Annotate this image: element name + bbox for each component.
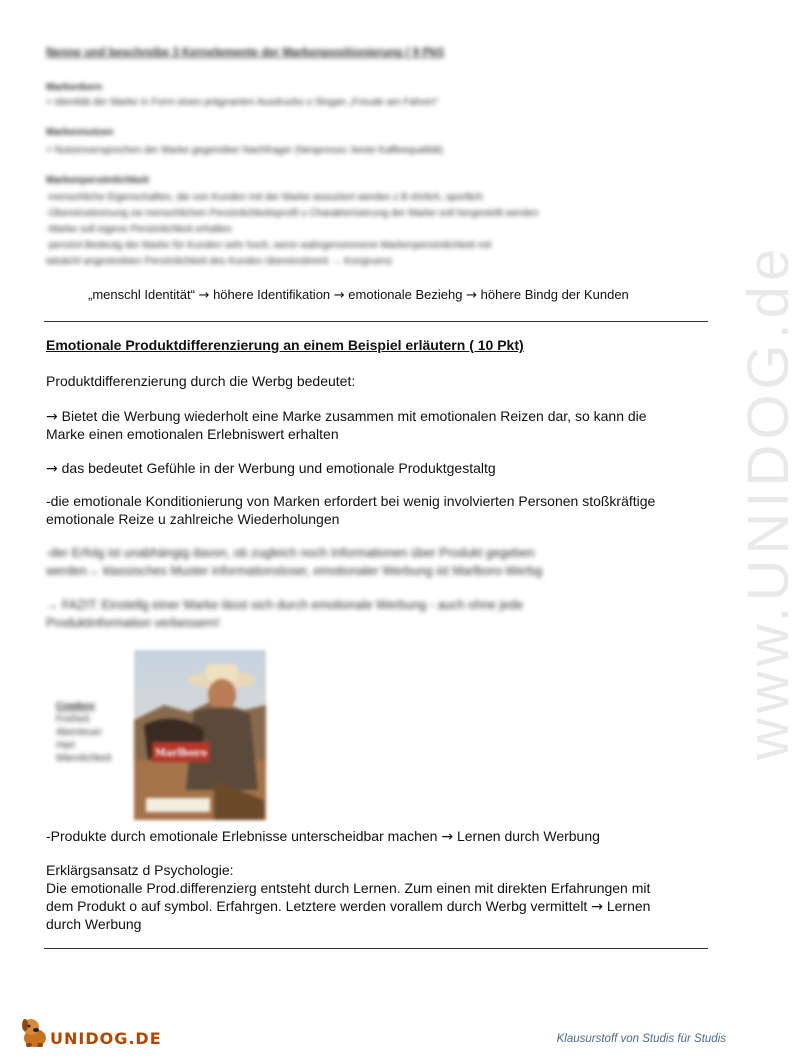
paragraph-5-text-b: Lernen (602, 898, 651, 914)
arrow-icon: → (46, 461, 58, 477)
side-label: Abenteuer (56, 727, 103, 738)
watermark: www.UNIDOG.de (736, 243, 801, 760)
identity-line (88, 287, 629, 303)
section-title: Emotionale Produktdifferenzierung an einem Beispiel erläutern ( 10 Pkt) (46, 337, 524, 353)
blurred-question-title: Nenne und beschreibe 3 Kernelemente der Markenpositionierung ( 9 Pkt) (46, 47, 445, 59)
paragraph-5-line-2 (46, 897, 650, 916)
blurred-text-markenkern: = Identität der Marke in Form eines prägnanten Ausdrucks o Slogan „Freude am Fahren“ (46, 97, 439, 108)
intro-text: Produktdifferenzierung durch die Werbg bedeutet: (46, 373, 356, 389)
arrow-icon: → (441, 829, 454, 845)
side-label: Männlichkeit (56, 753, 112, 764)
divider-top (44, 321, 708, 322)
paragraph-5-text: dem Produkt o auf symbol. Erfahrgen. Letztere werden vorallem durch Werbg vermittelt (46, 898, 592, 914)
arrow-icon: → (46, 409, 58, 425)
arrow-icon: → (333, 288, 345, 303)
identity-text-3: emotionale Beziehg (344, 287, 467, 302)
blurred-heading-markennutzen: Markennutzen (46, 127, 114, 138)
blurred-paragraph-2-line-2: Produktinformation verbessern! (46, 616, 220, 630)
ad-brand-text: Marlboro (154, 748, 208, 759)
paragraph-2 (46, 459, 496, 478)
side-label-title: Cowboy (56, 701, 95, 712)
footer-logo: UNIDOG.DE (50, 1029, 162, 1048)
side-label: Hart (56, 740, 75, 751)
paragraph-1-text: Bietet die Werbung wiederholt eine Marke zusammen mit emotionalen Reizen dar, so kann die (57, 408, 647, 424)
arrow-icon: → (591, 899, 603, 915)
paragraph-5-line-3: durch Werbung (46, 916, 142, 932)
paragraph-5-heading: Erklärgsansatz d Psychologie: (46, 862, 234, 878)
identity-text-4: höhere Bindg der Kunden (477, 287, 629, 302)
blurred-text-persoenlichkeit-5: tatsächl angestrebten Persönlichkeit des Kunden übereinstimmt → Kongruenz (46, 256, 393, 267)
blurred-text-persoenlichkeit-2: -Übereinstimmung zw menschlichen Persönlichkeitsprofil u Charakterisierung der Marke soll hergestellt werden (46, 208, 539, 219)
paragraph-4 (46, 827, 600, 846)
blurred-heading-markenpersoenlichkeit: Markenpersönlichkeit (46, 175, 149, 186)
paragraph-2-text: das bedeutet Gefühle in der Werbung und emotionale Produktgestaltg (57, 460, 496, 476)
paragraph-5-line-1: Die emotionalle Prod.differenzierg entsteht durch Lernen. Zum einen mit direkten Erfahrungen mit (46, 880, 651, 896)
paragraph-3-line-1: -die emotionale Konditionierung von Marken erfordert bei wenig involvierten Personen stoßkräftige (46, 493, 656, 509)
dog-logo-icon (20, 1016, 50, 1048)
blurred-text-persoenlichkeit-3: -Marke soll eigene Persönlichkeit erhalten (46, 224, 232, 235)
divider-bottom (44, 948, 708, 949)
paragraph-4-text-b: Lernen durch Werbung (453, 828, 600, 844)
blurred-paragraph-1-line-2: werden→ klassisches Muster informationsloser, emotionaler Werbung ist Marlboro-Werbg (46, 564, 543, 578)
identity-text-2: höhere Identifikation (209, 287, 334, 302)
side-labels (56, 700, 112, 765)
paragraph-1-line-2: Marke einen emotionalen Erlebniswert erhalten (46, 426, 339, 442)
identity-text-1: „menschl Identität“ (88, 287, 199, 302)
blurred-paragraph-2-line-1: → FAZIT: Einstellg einer Marke lässt sich durch emotionale Werbung - auch ohne jede (46, 598, 524, 612)
arrow-icon: → (466, 288, 477, 303)
arrow-icon: → (198, 288, 210, 303)
footer-tagline: Klausurstoff von Studis für Studis (556, 1033, 726, 1045)
paragraph-4-text: -Produkte durch emotionale Erlebnisse unterscheidbar machen (46, 828, 442, 844)
blurred-text-markennutzen: = Nutzenversprechen der Marke gegenüber Nachfrager (Nespresso: beste Kaffeequalität) (46, 145, 443, 156)
blurred-heading-markenkern: Markenkern (46, 82, 103, 93)
advertisement-photo (134, 650, 266, 820)
blurred-text-persoenlichkeit-1: -menschliche Eigenschaften, die von Kunden mit der Marke assoziiert werden z B ehrlich, sportlich (46, 192, 483, 203)
side-label: Freiheit (56, 714, 90, 725)
blurred-paragraph-1-line-1: -der Erfolg ist unabhängig davon, ob zugleich noch Informationen über Produkt gegeben (46, 546, 535, 560)
blurred-text-persoenlichkeit-4: -persönl Bedeutg der Marke für Kunden sehr hoch, wenn wahrgenommene Markenpersönlichkeit mit (46, 240, 492, 251)
paragraph-3-line-2: emotionale Reize u zahlreiche Wiederholungen (46, 511, 340, 527)
paragraph-1-line-1 (46, 407, 647, 426)
